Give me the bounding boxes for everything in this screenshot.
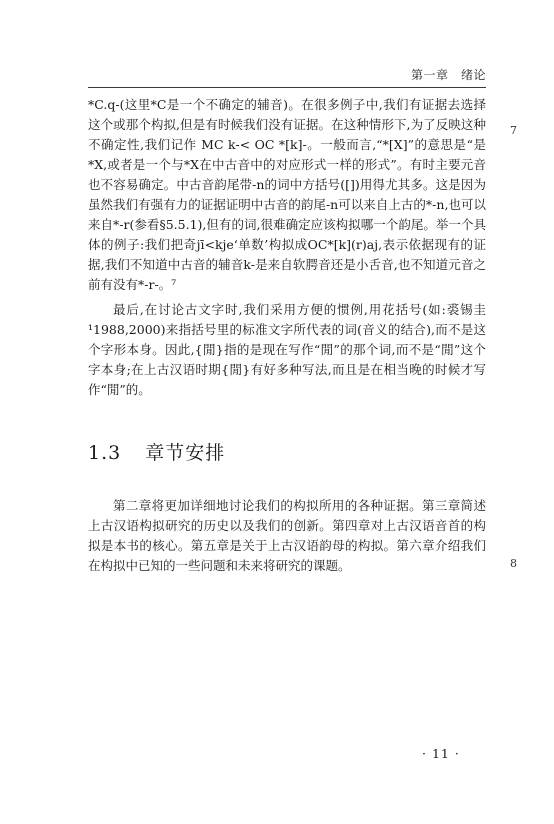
- paragraph-block-1: [88, 95, 486, 295]
- margin-page-note-7: 7: [510, 124, 517, 137]
- paragraph-block-3: [88, 496, 486, 576]
- paragraph-block-2: [88, 300, 486, 400]
- paragraph-paleography-convention: 最后,在讨论古文字时,我们采用方便的惯例,用花括号(如:裘锡圭¹1988,2000)来指括号里的标准文字所代表的词(音义的结合),而不是这个字形本身。因此,{閒}指的是现在写作“閒”的那个词,而不是“閒”这个字本身;在上古汉语时期{閒}有好多种写法,而且是在相当晚的时候才写作“閒”的。: [88, 302, 486, 397]
- running-header: 第一章 绪论: [410, 68, 486, 82]
- margin-page-note-8: 8: [510, 557, 517, 570]
- paragraph-chapter-overview: 第二章将更加详细地讨论我们的构拟所用的各种证据。第三章简述上古汉语构拟研究的历史以及我们的创新。第四章对上古汉语音首的构拟是本书的核心。第五章是关于上古汉语韵母的构拟。第六章介绍我们在构拟中已知的一些问题和未来将研究的课题。: [88, 498, 486, 573]
- section-number: 1.3: [88, 442, 122, 464]
- section-heading: [88, 438, 225, 465]
- header-rule: [88, 87, 486, 88]
- page-number: · 11 ·: [422, 746, 460, 761]
- section-title: 章节安排: [145, 442, 226, 464]
- paragraph-continuation: *C.q-(这里*C是一个不确定的辅音)。在很多例子中,我们有证据去选择这个或那个构拟,但是有时候我们没有证据。在这种情形下,为了反映这种不确定性,我们记作 MC k-< OC *[k]-。一般而言,“*[X]”的意思是“是*X,或者是一个与*X在中古音中的对应形式一样的形式”。有时主要元音也不容易确定。中古音韵尾带-n的词中方括号([])用得尤其多。这是因为虽然我们有强有力的证据证明中古音的韵尾-n可以来自上古的*-n,也可以来自*-r(参看§5.5.1),但有的词,很难确定应该构拟哪一个韵尾。举一个具体的例子:我们把奇jī<kje‘单数’构拟成OC*[k](r)aj,表示依据现有的证据,我们不知道中古音的辅音k-是来自软腭音还是小舌音,也不知道元音之前有没有*-r-。⁷: [88, 97, 486, 292]
